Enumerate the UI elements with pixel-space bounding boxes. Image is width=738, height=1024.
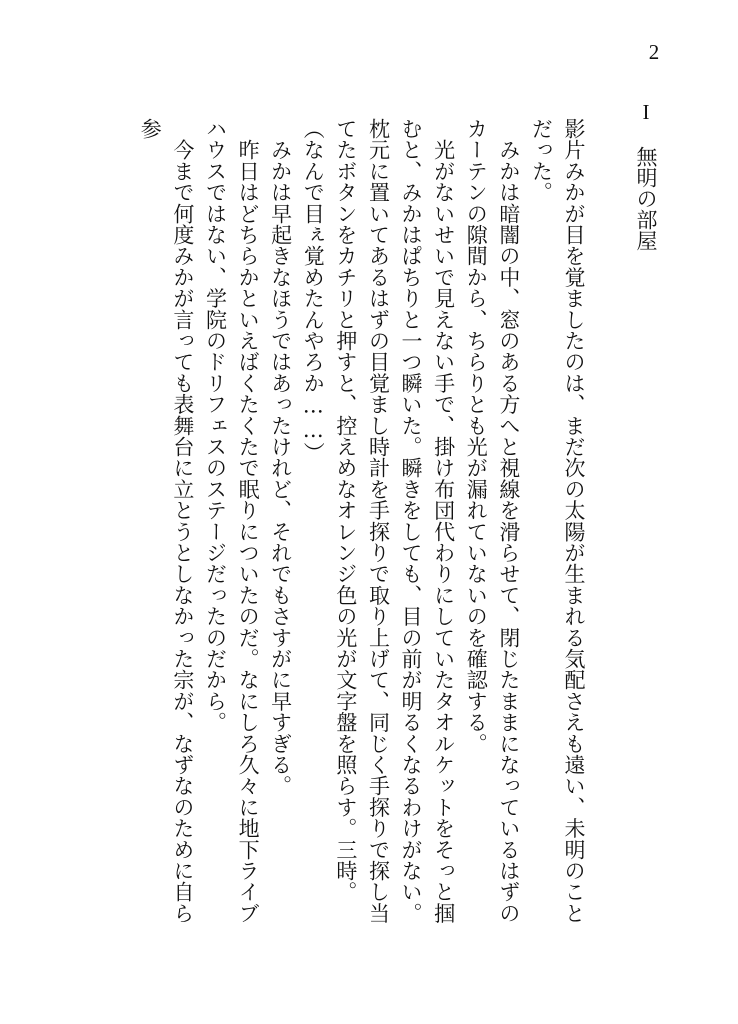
paragraph: （なんで目ぇ覚めたんやろか……） [301, 118, 326, 464]
chapter-title: 無明の部屋 [634, 146, 658, 251]
page-number: 2 [648, 40, 660, 64]
paragraph: 影片みかが目を覚ましたのは、まだ次の太陽が生まれる気配さえも遠い、未明のことだった。 [529, 118, 586, 924]
body-text [140, 118, 590, 940]
paragraph: みかは早起きなほうではあったけれど、それでもさすがに早すぎる。 [268, 118, 293, 797]
chapter-heading [626, 100, 666, 280]
paragraph: 昨日はどちらかといえばくたくたで眠りについたのだ。なにしろ久々に地下ライブハウスではない、学院のドリフェスのステージだったのだから。 [203, 118, 261, 924]
chapter-number: I [634, 100, 658, 124]
paragraph: 光がないせいで見えない手で、掛け布団代わりにしていたタオルケットをそっと掴むと、みかはぱちりと一つ瞬いた。瞬きをしても、目の前が明るくなるわけがない。枕元に置いてあるはずの目覚まし時計を手探りで取り上げて、同じく手探りで探し当てたボタンをカチリと押すと、控えめなオレンジ色の光が文字盤を照らす。三時。 [333, 118, 456, 924]
paragraph: 今まで何度みかが言っても表舞台に立とうとしなかった宗が、なずなのために自ら参 [138, 118, 195, 924]
paragraph: みかは暗闇の中、窓のある方へと視線を滑らせて、閉じたままになっているはずのカーテンの隙間から、ちらりとも光が漏れていないのを確認する。 [464, 118, 521, 924]
